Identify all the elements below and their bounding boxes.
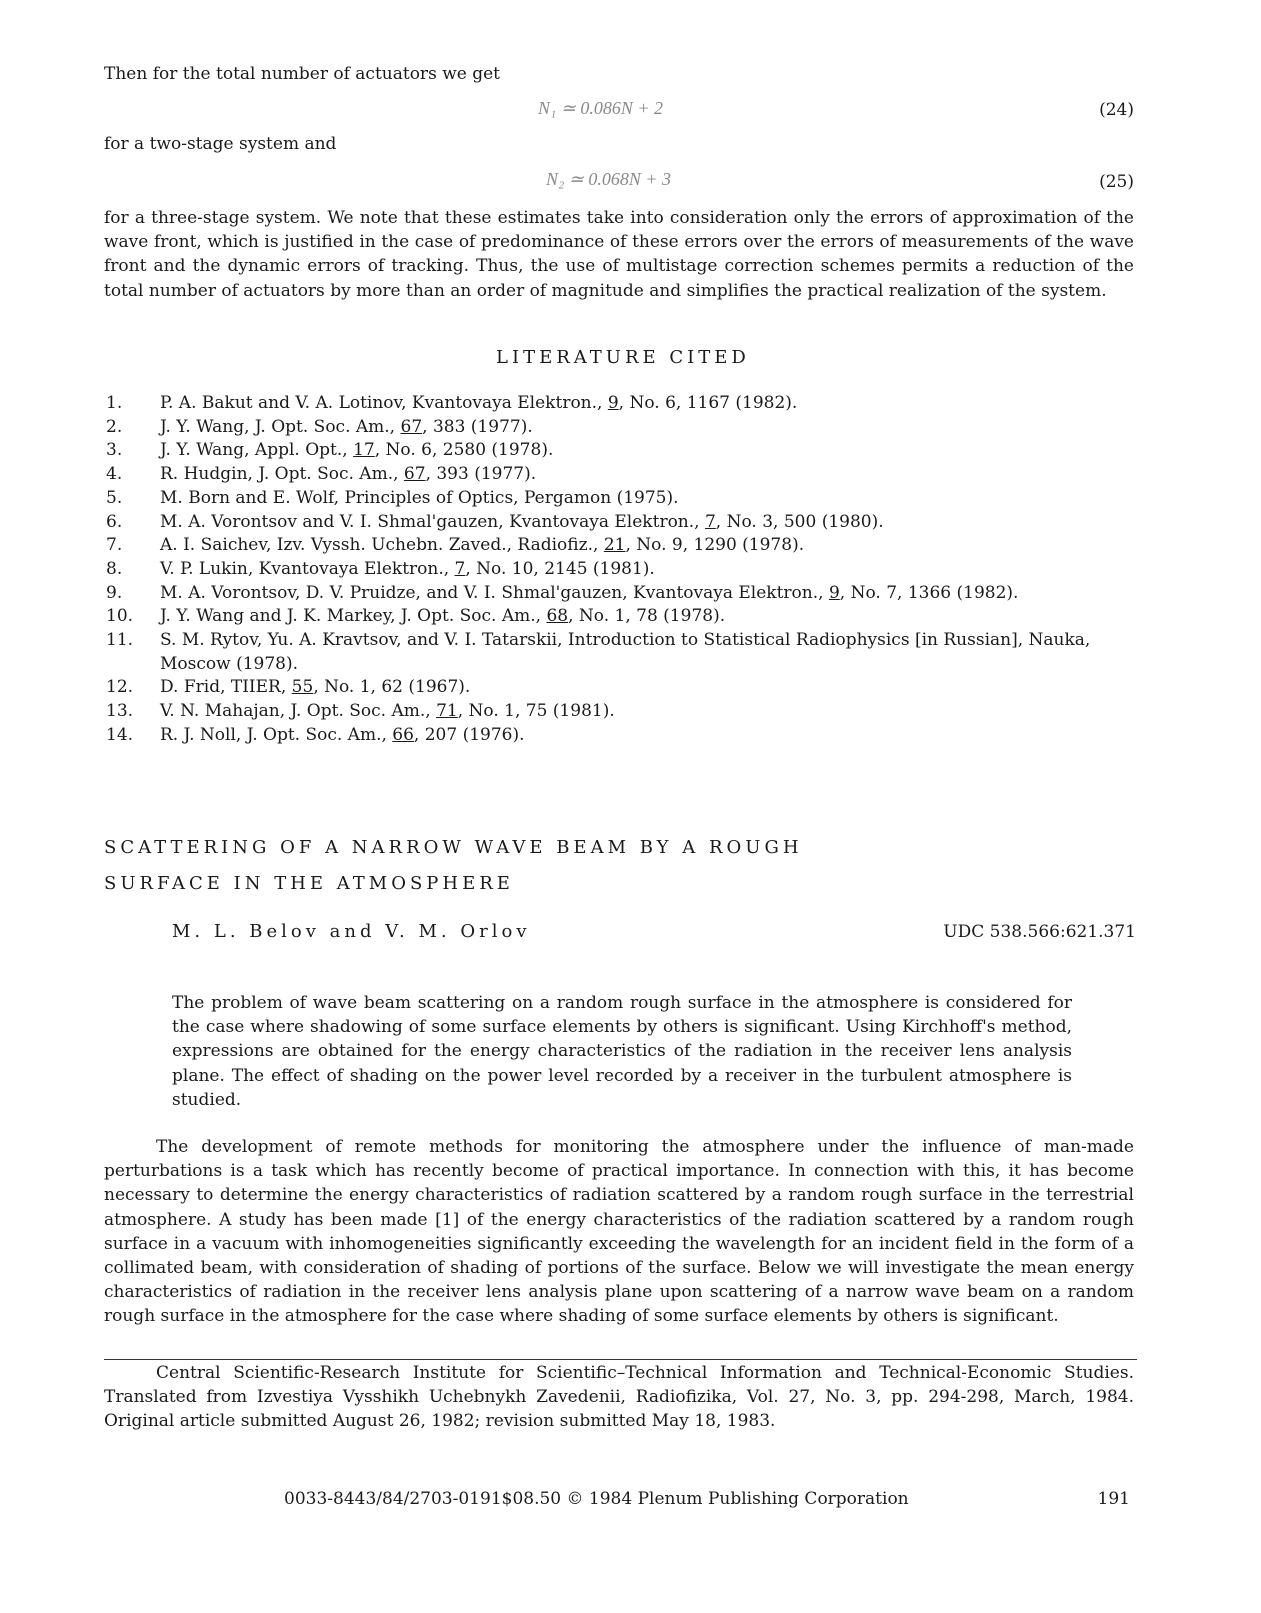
reference-number: 2. bbox=[106, 416, 123, 437]
reference-item bbox=[106, 582, 1136, 606]
reference-volume: 7 bbox=[704, 511, 716, 532]
reference-item bbox=[106, 558, 1136, 582]
reference-number: 4. bbox=[106, 464, 123, 485]
equation-25-number: (25) bbox=[1099, 172, 1134, 192]
intro-line-2: for a two-stage system and bbox=[104, 134, 337, 154]
reference-citation: M. A. Vorontsov, D. V. Pruidze, and V. I. Shmal'gauzen, Kvantovaya Elektron., bbox=[160, 582, 829, 603]
reference-text bbox=[160, 605, 1136, 629]
reference-item bbox=[106, 487, 1136, 511]
reference-number: 6. bbox=[106, 511, 123, 532]
reference-citation: M. Born and E. Wolf, Principles of Optics, Pergamon (1975). bbox=[160, 487, 679, 508]
reference-item bbox=[106, 605, 1136, 629]
reference-volume: 67 bbox=[400, 416, 423, 437]
reference-number: 5. bbox=[106, 487, 123, 508]
reference-citation: R. J. Noll, J. Opt. Soc. Am., bbox=[160, 724, 393, 745]
article-authors: M. L. Belov and V. M. Orlov bbox=[172, 921, 531, 942]
reference-details: , No. 9, 1290 (1978). bbox=[625, 535, 805, 556]
equation-24-number: (24) bbox=[1099, 100, 1134, 120]
reference-text bbox=[160, 463, 1136, 487]
page-number: 191 bbox=[1097, 1489, 1130, 1509]
equation-24: N₁ ≃ 0.086N + 2 bbox=[538, 98, 663, 118]
reference-details: , No. 1, 62 (1967). bbox=[313, 677, 471, 698]
footnote-rule bbox=[104, 1359, 1137, 1360]
reference-volume: 21 bbox=[603, 535, 626, 556]
reference-text bbox=[160, 724, 1136, 748]
reference-details: , No. 6, 1167 (1982). bbox=[618, 393, 798, 413]
reference-number: 9. bbox=[106, 582, 123, 603]
reference-volume: 67 bbox=[403, 464, 426, 485]
reference-number: 14. bbox=[106, 724, 134, 745]
reference-item bbox=[106, 416, 1136, 440]
reference-citation: R. Hudgin, J. Opt. Soc. Am., bbox=[160, 464, 404, 485]
reference-details: , 207 (1976). bbox=[413, 724, 525, 745]
reference-text bbox=[160, 629, 1136, 676]
reference-number: 12. bbox=[106, 677, 134, 698]
reference-details: , No. 7, 1366 (1982). bbox=[839, 582, 1019, 603]
reference-item bbox=[106, 463, 1136, 487]
reference-citation: D. Frid, TIIER, bbox=[160, 677, 292, 698]
reference-citation: V. P. Lukin, Kvantovaya Elektron., bbox=[160, 558, 455, 579]
reference-number: 11. bbox=[106, 630, 134, 651]
reference-text bbox=[160, 416, 1136, 440]
reference-item bbox=[106, 511, 1136, 535]
reference-text bbox=[160, 487, 1136, 511]
reference-text bbox=[160, 392, 1136, 416]
reference-citation: M. A. Vorontsov and V. I. Shmal'gauzen, Kvantovaya Elektron., bbox=[160, 511, 705, 532]
reference-text bbox=[160, 439, 1136, 463]
reference-item bbox=[106, 676, 1136, 700]
reference-details: , No. 3, 500 (1980). bbox=[715, 511, 884, 532]
reference-volume: 17 bbox=[353, 440, 375, 461]
equation-25: N₂ ≃ 0.068N + 3 bbox=[546, 169, 671, 189]
reference-text bbox=[160, 700, 1136, 724]
reference-number: 1. bbox=[106, 393, 123, 413]
reference-citation: A. I. Saichev, Izv. Vyssh. Uchebn. Zaved., Radiofiz., bbox=[160, 535, 604, 556]
abstract: The problem of wave beam scattering on a random rough surface in the atmosphere is considered for the case where shadowing of some surface elements by others is significant. Using Kirchhoff's method, expressions are obtained for the energy characteristics of the radiation in the receiver lens analysis plane. The effect of shading on the power level recorded by a receiver in the turbulent atmosphere is studied. bbox=[172, 993, 1072, 1110]
reference-details: , No. 1, 75 (1981). bbox=[457, 701, 615, 722]
reference-text bbox=[160, 676, 1136, 700]
body-paragraph: The development of remote methods for monitoring the atmosphere under the influence of man-made perturbations is a task which has recently become of practical importance. In connection with this, it has become necessary to determine the energy characteristics of radiation scattered by a random rough surface in the terrestrial atmosphere. A study has been made [1] of the energy characteristics of the radiation scattered by a random rough surface in a vacuum with inhomogeneities significantly exceeding the wavelength for an incident field in the form of a collimated beam, with consideration of shading of portions of the surface. Below we will investigate the mean energy characteristics of radiation in the receiver lens analysis plane upon scattering of a narrow wave beam on a random rough surface in the atmosphere for the case where shading of some surface elements by others is significant. bbox=[104, 1137, 1134, 1327]
intro-line-1: Then for the total number of actuators we get bbox=[104, 64, 500, 84]
reference-volume: 9 bbox=[607, 393, 619, 413]
article-title-line-2: SURFACE IN THE ATMOSPHERE bbox=[104, 873, 514, 894]
reference-item bbox=[106, 534, 1136, 558]
reference-text bbox=[160, 582, 1136, 606]
reference-citation: V. N. Mahajan, J. Opt. Soc. Am., bbox=[160, 701, 437, 722]
reference-details: , 393 (1977). bbox=[425, 464, 537, 485]
reference-details: , No. 6, 2580 (1978). bbox=[374, 440, 554, 461]
reference-citation: J. Y. Wang and J. K. Markey, J. Opt. Soc. Am., bbox=[160, 606, 547, 627]
article-title-line-1: SCATTERING OF A NARROW WAVE BEAM BY A ROUGH bbox=[104, 837, 803, 858]
reference-item bbox=[106, 629, 1136, 676]
reference-number: 3. bbox=[106, 440, 123, 461]
reference-citation: J. Y. Wang, Appl. Opt., bbox=[160, 440, 354, 461]
reference-number: 7. bbox=[106, 535, 123, 556]
reference-text bbox=[160, 534, 1136, 558]
reference-text bbox=[160, 558, 1136, 582]
reference-list bbox=[106, 392, 1136, 748]
reference-volume: 9 bbox=[828, 582, 840, 603]
udc-code: UDC 538.566:621.371 bbox=[943, 922, 1136, 942]
reference-citation: J. Y. Wang, J. Opt. Soc. Am., bbox=[160, 416, 401, 437]
reference-item bbox=[106, 724, 1136, 748]
reference-details: , No. 10, 2145 (1981). bbox=[465, 558, 655, 579]
reference-number: 8. bbox=[106, 558, 123, 579]
reference-volume: 68 bbox=[546, 606, 569, 627]
literature-heading: LITERATURE CITED bbox=[496, 347, 750, 368]
reference-number: 10. bbox=[106, 606, 134, 627]
reference-volume: 7 bbox=[454, 558, 466, 579]
reference-citation: P. A. Bakut and V. A. Lotinov, Kvantovaya Elektron., bbox=[160, 393, 608, 413]
intro-paragraph: for a three-stage system. We note that these estimates take into consideration only the errors of approximation of the wave front, which is justified in the case of predominance of these errors over the errors of measurements of the wave front and the dynamic errors of tracking. Thus, the use of multistage correction schemes permits a reduction of the total number of actuators by more than an order of magnitude and simplifies the practical realization of the system. bbox=[104, 208, 1134, 301]
reference-volume: 71 bbox=[436, 701, 458, 722]
footnote: Central Scientific-Research Institute for Scientific–Technical Information and Technical-Economic Studies. Translated from Izvestiya Vysshikh Uchebnykh Zavedenii, Radiofizika, Vol. 27, No. 3, pp. 294-298, March, 1984. Original article submitted August 26, 1982; revision submitted May 18, 1983. bbox=[104, 1363, 1134, 1432]
reference-text bbox=[160, 511, 1136, 535]
reference-item bbox=[106, 700, 1136, 724]
reference-details: , No. 1, 78 (1978). bbox=[568, 606, 726, 627]
reference-citation: S. M. Rytov, Yu. A. Kravtsov, and V. I. Tatarskii, Introduction to Statistical Radiophysics [in Russian], Nauka, Moscow (1978). bbox=[160, 630, 1091, 674]
reference-volume: 55 bbox=[291, 677, 314, 698]
reference-volume: 66 bbox=[392, 724, 414, 745]
reference-item bbox=[106, 392, 1136, 416]
reference-details: , 383 (1977). bbox=[422, 416, 533, 437]
reference-number: 13. bbox=[106, 701, 134, 722]
reference-item bbox=[106, 439, 1136, 463]
footer-code: 0033-8443/84/2703-0191$08.50 © 1984 Plenum Publishing Corporation bbox=[284, 1489, 909, 1509]
